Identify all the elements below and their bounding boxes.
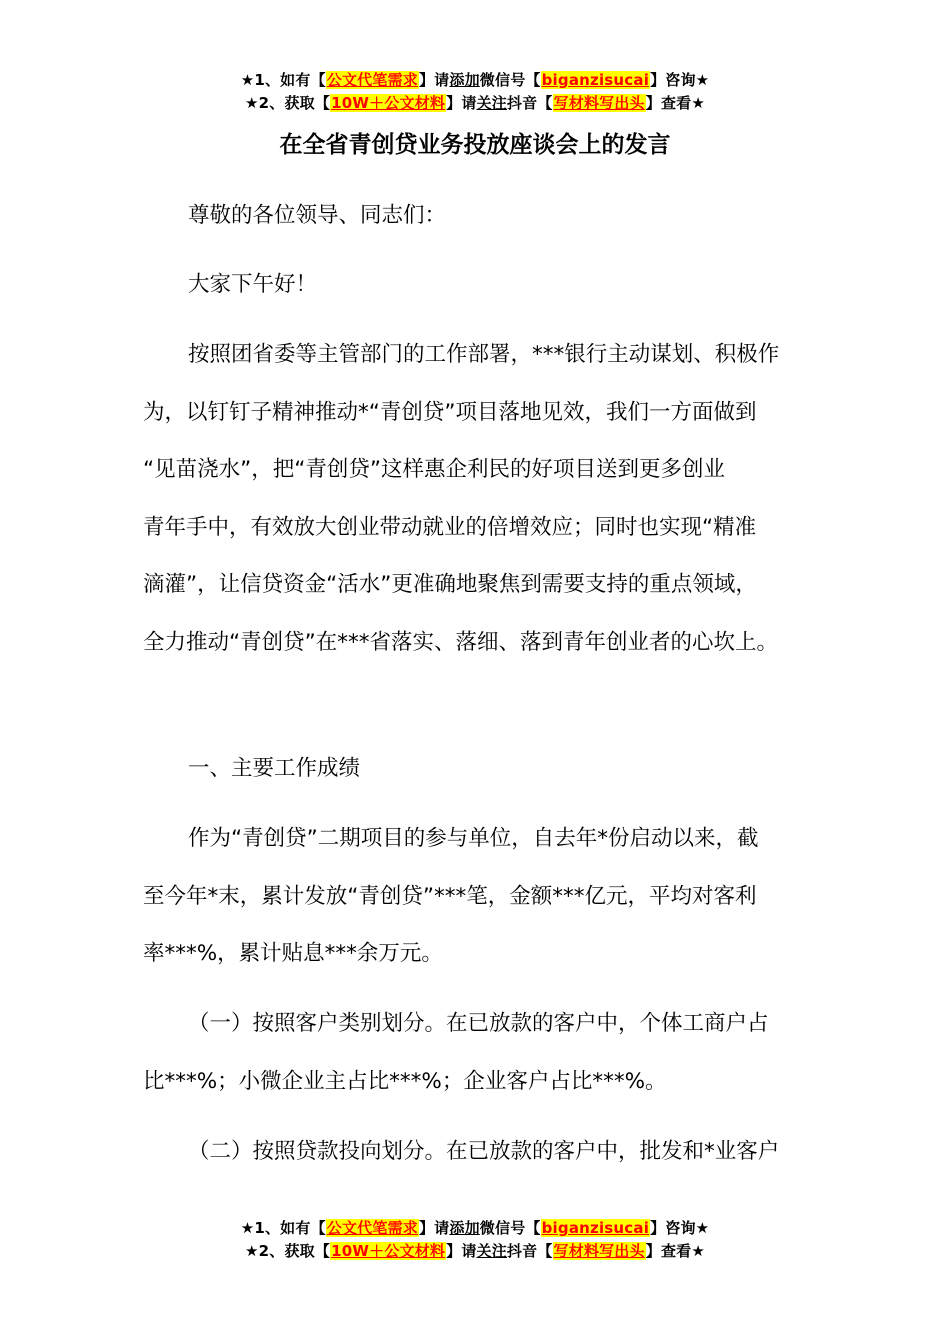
paragraph-line: 率***%，累计贴息***余万元。 [143,941,443,966]
salutation: 尊敬的各位领导、同志们： [188,203,447,228]
banner-line-2: ★2、获取【10W＋公文材料】请关注抖音【写材料写出头】查看★ [245,1242,705,1260]
paragraph-line: 比***%；小微企业主占比***%；企业客户占比***%。 [143,1068,667,1094]
list-item [143,1123,833,1181]
paragraph-line: 滴灌”，让信贷资金“活水”更准确地聚焦到需要支持的重点领域， [143,572,757,597]
highlight-materials: 10W＋公文材料 [331,1242,446,1260]
highlight-materials: 10W＋公文材料 [331,94,446,112]
header-banner [0,69,950,115]
greeting: 大家下午好！ [188,272,318,297]
paragraph-line: 作为“青创贷”二期项目的参与单位，自去年*份启动以来，截 [188,826,759,851]
intro-paragraph [143,326,833,671]
highlight-service: 公文代笔需求 [326,71,418,89]
highlight-wechat-id: biganzisucai [541,1219,650,1237]
paragraph-line: （二）按照贷款投向划分。在已放款的客户中，批发和*业客户 [188,1139,780,1164]
highlight-douyin-account: 写材料写出头 [553,1242,645,1260]
highlight-douyin-account: 写材料写出头 [553,94,645,112]
banner-line-1: ★1、如有【公文代笔需求】请添加微信号【biganzisucai】咨询★ [240,1219,710,1237]
highlight-wechat-id: biganzisucai [541,71,650,89]
paragraph-line: 至今年*末，累计发放“青创贷”***笔，金额***亿元，平均对客利 [143,883,757,909]
footer-banner [0,1217,950,1263]
paragraph-line: 为，以钉钉子精神推动*“青创贷”项目落地见效，我们一方面做到 [143,399,757,425]
highlight-service: 公文代笔需求 [326,1219,418,1237]
paragraph-line: （一）按照客户类别划分。在已放款的客户中，个体工商户占 [188,1011,769,1036]
paragraph-line: 青年手中，有效放大创业带动就业的倍增效应；同时也实现“精准 [143,514,757,540]
paragraph-line: 按照团省委等主管部门的工作部署，***银行主动谋划、积极作 [188,342,780,367]
banner-line-2: ★2、获取【10W＋公文材料】请关注抖音【写材料写出头】查看★ [245,94,705,112]
banner-line-1: ★1、如有【公文代笔需求】请添加微信号【biganzisucai】咨询★ [240,71,710,89]
section-heading: 一、主要工作成绩 [188,756,361,781]
paragraph-line: “见苗浇水”，把“青创贷”这样惠企利民的好项目送到更多创业 [143,457,726,482]
section-paragraph [143,810,833,983]
list-item [143,995,833,1110]
document-title: 在全省青创贷业务投放座谈会上的发言 [279,132,671,158]
paragraph-line: 全力推动“青创贷”在***省落实、落细、落到青年创业者的心坎上。 [143,629,779,655]
